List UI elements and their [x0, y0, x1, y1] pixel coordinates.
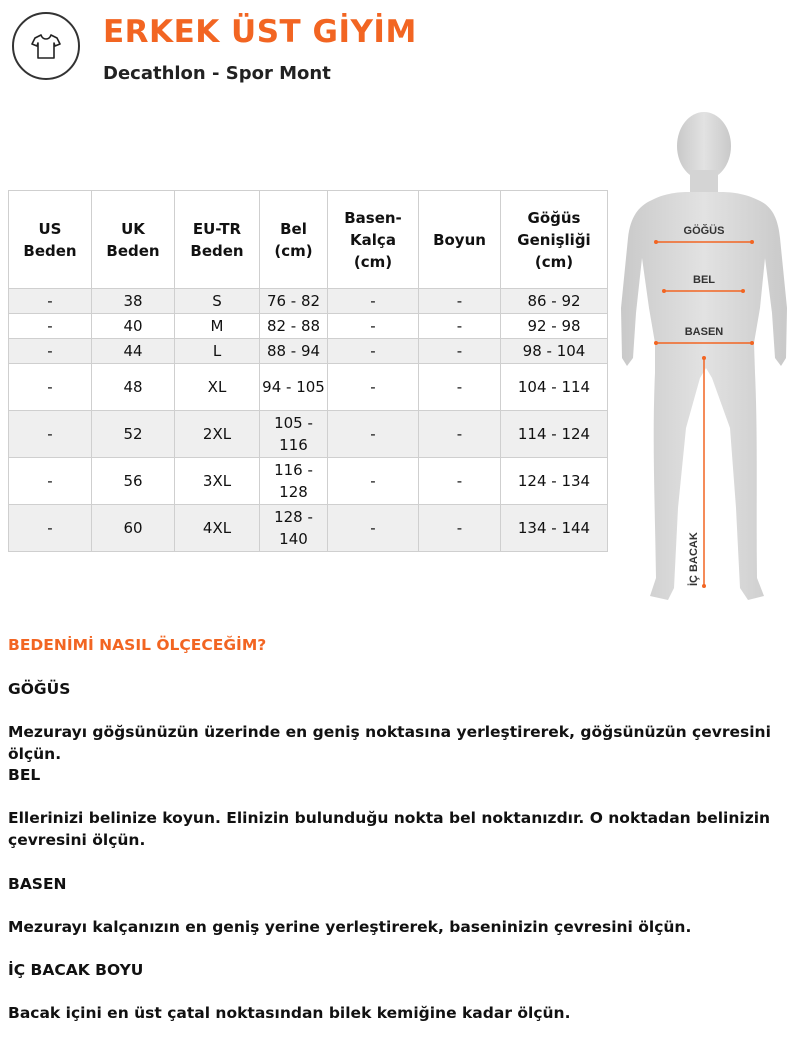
cell-uk-size: 56	[92, 458, 175, 505]
cell-hip: -	[328, 411, 419, 458]
cell-waist: 128 - 140	[260, 505, 328, 552]
cell-waist: 76 - 82	[260, 289, 328, 314]
inseam-text: Bacak içini en üst çatal noktasından bilek kemiğine kadar ölçün.	[8, 1004, 571, 1022]
cell-waist: 105 - 116	[260, 411, 328, 458]
cell-eu-tr-size: 4XL	[175, 505, 260, 552]
cell-chest: 124 - 134	[501, 458, 608, 505]
cell-waist: 94 - 105	[260, 364, 328, 411]
header-eu-tr-size: EU-TR Beden	[175, 191, 260, 289]
cell-uk-size: 52	[92, 411, 175, 458]
body-silhouette	[612, 108, 797, 608]
cell-hip: -	[328, 458, 419, 505]
header-chest: Göğüs Genişliği (cm)	[501, 191, 608, 289]
cell-eu-tr-size: S	[175, 289, 260, 314]
waist-text: Ellerinizi belinize koyun. Elinizin bulunduğu nokta bel noktanızdır. O noktadan belinizin çevresini ölçün.	[8, 809, 771, 849]
cell-us-size: -	[9, 314, 92, 339]
inseam-label: İÇ BACAK	[688, 532, 700, 586]
cell-neck: -	[419, 505, 501, 552]
cell-us-size: -	[9, 289, 92, 314]
cell-eu-tr-size: 2XL	[175, 411, 260, 458]
table-row	[9, 411, 608, 458]
cell-eu-tr-size: 3XL	[175, 458, 260, 505]
cell-uk-size: 38	[92, 289, 175, 314]
body-measurement-figure	[612, 108, 797, 608]
size-table	[8, 190, 608, 552]
header-hip: Basen- Kalça (cm)	[328, 191, 419, 289]
cell-neck: -	[419, 411, 501, 458]
cell-chest: 98 - 104	[501, 339, 608, 364]
cell-eu-tr-size: L	[175, 339, 260, 364]
header-neck: Boyun	[419, 191, 501, 289]
cell-waist: 82 - 88	[260, 314, 328, 339]
header-us-size: US Beden	[9, 191, 92, 289]
table-body	[9, 289, 608, 552]
cell-neck: -	[419, 289, 501, 314]
hip-label: BASEN	[684, 326, 724, 338]
waist-label: BEL	[693, 274, 715, 286]
cell-hip: -	[328, 289, 419, 314]
cell-chest: 114 - 124	[501, 411, 608, 458]
cell-uk-size: 60	[92, 505, 175, 552]
cell-neck: -	[419, 314, 501, 339]
cell-eu-tr-size: M	[175, 314, 260, 339]
cell-eu-tr-size: XL	[175, 364, 260, 411]
cell-neck: -	[419, 364, 501, 411]
cell-hip: -	[328, 339, 419, 364]
cell-chest: 134 - 144	[501, 505, 608, 552]
table-header-row	[9, 191, 608, 289]
chest-text: Mezurayı göğsünüzün üzerinde en geniş noktasına yerleştirerek, göğsünüzün çevresini ölçün.	[8, 723, 771, 763]
header-waist: Bel (cm)	[260, 191, 328, 289]
table-row	[9, 314, 608, 339]
table-row	[9, 339, 608, 364]
cell-chest: 104 - 114	[501, 364, 608, 411]
cell-chest: 86 - 92	[501, 289, 608, 314]
cell-us-size: -	[9, 364, 92, 411]
hip-title: BASEN	[8, 875, 67, 893]
table-row	[9, 505, 608, 552]
header-uk-size: UK Beden	[92, 191, 175, 289]
cell-us-size: -	[9, 339, 92, 364]
cell-waist: 116 - 128	[260, 458, 328, 505]
chest-label: GÖĞÜS	[683, 225, 725, 237]
cell-neck: -	[419, 458, 501, 505]
inseam-title: İÇ BACAK BOYU	[8, 961, 144, 979]
cell-waist: 88 - 94	[260, 339, 328, 364]
cell-hip: -	[328, 314, 419, 339]
cell-chest: 92 - 98	[501, 314, 608, 339]
cell-us-size: -	[9, 411, 92, 458]
waist-title: BEL	[8, 766, 41, 784]
cell-neck: -	[419, 339, 501, 364]
guide-heading: BEDENİMİ NASIL ÖLÇECEĞİM?	[8, 636, 267, 654]
chest-title: GÖĞÜS	[8, 680, 71, 698]
cell-hip: -	[328, 505, 419, 552]
page-header	[0, 0, 800, 100]
table-row	[9, 458, 608, 505]
cell-us-size: -	[9, 505, 92, 552]
cell-us-size: -	[9, 458, 92, 505]
cell-uk-size: 48	[92, 364, 175, 411]
page-subtitle: Decathlon - Spor Mont	[103, 63, 331, 84]
tshirt-icon	[12, 12, 80, 80]
cell-uk-size: 44	[92, 339, 175, 364]
cell-hip: -	[328, 364, 419, 411]
page-title: ERKEK ÜST GİYİM	[103, 14, 417, 50]
table-row	[9, 364, 608, 411]
hip-text: Mezurayı kalçanızın en geniş yerine yerleştirerek, baseninizin çevresini ölçün.	[8, 918, 692, 936]
cell-uk-size: 40	[92, 314, 175, 339]
table-row	[9, 289, 608, 314]
